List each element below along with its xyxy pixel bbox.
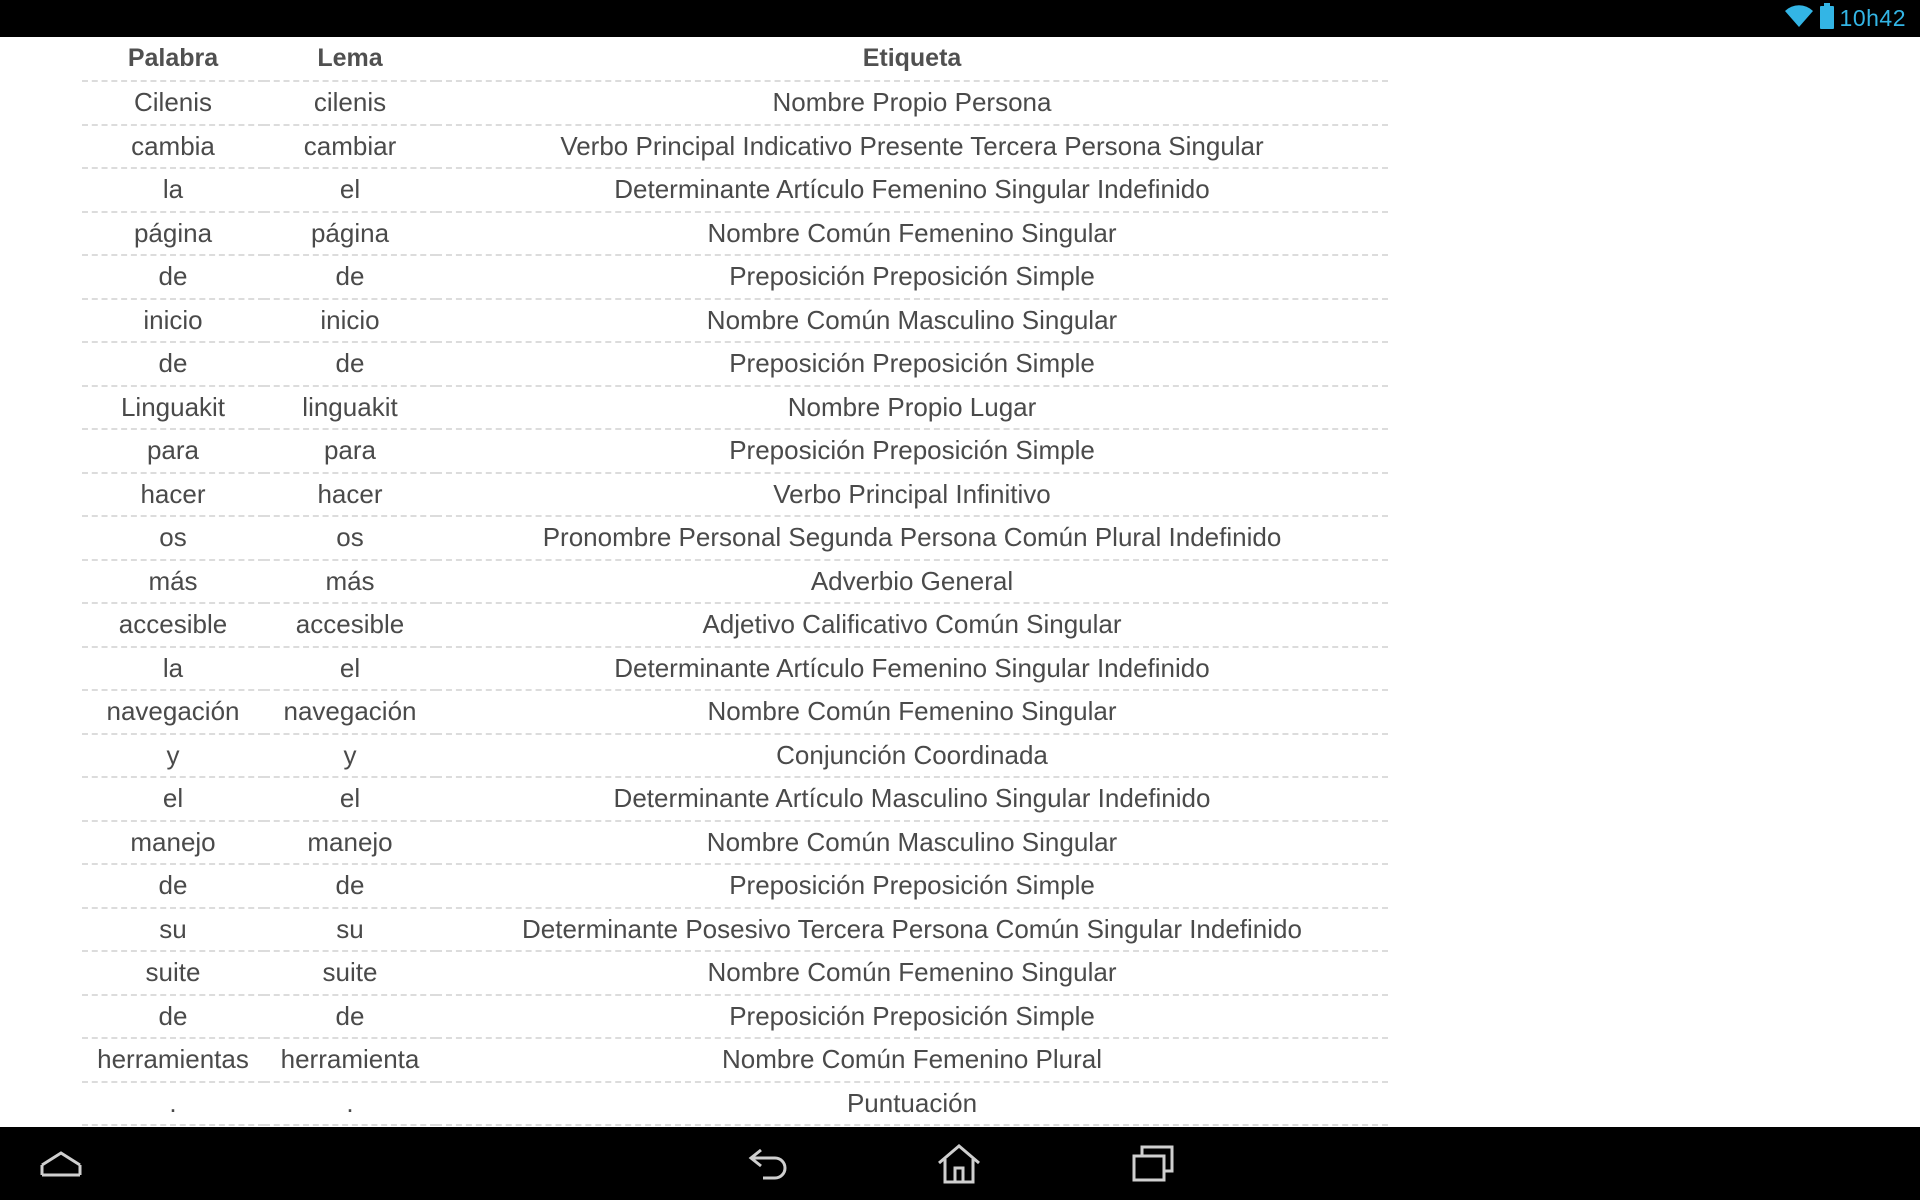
cell-lema: inicio	[264, 299, 436, 343]
cell-lema: accesible	[264, 603, 436, 647]
table-row	[82, 255, 1388, 299]
table-row	[82, 212, 1388, 256]
table-row	[82, 1038, 1388, 1082]
cell-etiqueta: Preposición Preposición Simple	[436, 342, 1388, 386]
column-header-lema: Lema	[264, 37, 436, 81]
cell-palabra: de	[82, 995, 264, 1039]
table-row	[82, 647, 1388, 691]
home-button[interactable]	[914, 1127, 1004, 1200]
pos-tag-table	[82, 37, 1388, 1126]
cell-etiqueta: Determinante Artículo Femenino Singular Indefinido	[436, 647, 1388, 691]
cell-palabra: más	[82, 560, 264, 604]
table-row	[82, 299, 1388, 343]
table-row	[82, 342, 1388, 386]
cell-palabra: herramientas	[82, 1038, 264, 1082]
cell-lema: cilenis	[264, 81, 436, 125]
cell-lema: os	[264, 516, 436, 560]
battery-icon	[1820, 3, 1834, 34]
status-bar	[0, 0, 1920, 37]
cell-etiqueta: Nombre Común Femenino Singular	[436, 212, 1388, 256]
table-row	[82, 908, 1388, 952]
column-header-palabra: Palabra	[82, 37, 264, 81]
cell-etiqueta: Conjunción Coordinada	[436, 734, 1388, 778]
cell-lema: linguakit	[264, 386, 436, 430]
cell-etiqueta: Determinante Artículo Masculino Singular Indefinido	[436, 777, 1388, 821]
cell-lema: el	[264, 168, 436, 212]
cell-palabra: página	[82, 212, 264, 256]
table-row	[82, 386, 1388, 430]
cell-lema: hacer	[264, 473, 436, 517]
cell-palabra: de	[82, 864, 264, 908]
cell-lema: de	[264, 864, 436, 908]
cell-etiqueta: Nombre Propio Persona	[436, 81, 1388, 125]
table-row	[82, 81, 1388, 125]
cell-etiqueta: Adjetivo Calificativo Común Singular	[436, 603, 1388, 647]
home-icon	[936, 1143, 982, 1185]
cell-etiqueta: Nombre Común Femenino Singular	[436, 690, 1388, 734]
navigation-bar	[0, 1127, 1920, 1200]
cell-lema: .	[264, 1082, 436, 1126]
cell-palabra: de	[82, 255, 264, 299]
cell-palabra: Cilenis	[82, 81, 264, 125]
cell-palabra: accesible	[82, 603, 264, 647]
table-row	[82, 690, 1388, 734]
cell-etiqueta: Nombre Común Femenino Plural	[436, 1038, 1388, 1082]
cell-lema: de	[264, 995, 436, 1039]
cell-palabra: y	[82, 734, 264, 778]
cell-palabra: .	[82, 1082, 264, 1126]
cell-lema: cambiar	[264, 125, 436, 169]
table-row	[82, 125, 1388, 169]
cell-lema: más	[264, 560, 436, 604]
table-row	[82, 516, 1388, 560]
cell-palabra: manejo	[82, 821, 264, 865]
content-area[interactable]	[0, 37, 1920, 1127]
cell-palabra: os	[82, 516, 264, 560]
cell-palabra: inicio	[82, 299, 264, 343]
cell-etiqueta: Nombre Común Femenino Singular	[436, 951, 1388, 995]
column-header-etiqueta: Etiqueta	[436, 37, 1388, 81]
table-row	[82, 560, 1388, 604]
back-button[interactable]	[724, 1127, 814, 1200]
wifi-icon	[1784, 4, 1814, 33]
cell-etiqueta: Preposición Preposición Simple	[436, 995, 1388, 1039]
cell-etiqueta: Verbo Principal Infinitivo	[436, 473, 1388, 517]
cell-palabra: para	[82, 429, 264, 473]
table-body	[82, 81, 1388, 1125]
status-time: 10h42	[1839, 5, 1906, 31]
cell-etiqueta: Determinante Posesivo Tercera Persona Común Singular Indefinido	[436, 908, 1388, 952]
recent-apps-button[interactable]	[1108, 1127, 1198, 1200]
cell-etiqueta: Preposición Preposición Simple	[436, 864, 1388, 908]
cell-palabra: la	[82, 168, 264, 212]
cell-etiqueta: Nombre Común Masculino Singular	[436, 821, 1388, 865]
table-row	[82, 995, 1388, 1039]
cell-palabra: navegación	[82, 690, 264, 734]
cell-lema: su	[264, 908, 436, 952]
status-icons	[1784, 0, 1906, 37]
table-row	[82, 473, 1388, 517]
cell-etiqueta: Preposición Preposición Simple	[436, 255, 1388, 299]
table-row	[82, 734, 1388, 778]
table-row	[82, 168, 1388, 212]
table-row	[82, 603, 1388, 647]
table-header-row	[82, 37, 1388, 81]
cell-palabra: suite	[82, 951, 264, 995]
cell-etiqueta: Verbo Principal Indicativo Presente Tercera Persona Singular	[436, 125, 1388, 169]
cell-palabra: hacer	[82, 473, 264, 517]
cell-etiqueta: Nombre Común Masculino Singular	[436, 299, 1388, 343]
cell-lema: y	[264, 734, 436, 778]
table-row	[82, 429, 1388, 473]
up-arrow-button[interactable]	[16, 1127, 106, 1200]
cell-lema: suite	[264, 951, 436, 995]
cell-lema: de	[264, 255, 436, 299]
cell-palabra: la	[82, 647, 264, 691]
cell-palabra: su	[82, 908, 264, 952]
cell-palabra: cambia	[82, 125, 264, 169]
cell-lema: el	[264, 647, 436, 691]
cell-palabra: Linguakit	[82, 386, 264, 430]
cell-lema: navegación	[264, 690, 436, 734]
table-row	[82, 951, 1388, 995]
cell-lema: página	[264, 212, 436, 256]
recent-apps-icon	[1130, 1144, 1176, 1184]
table-row	[82, 864, 1388, 908]
cell-etiqueta: Adverbio General	[436, 560, 1388, 604]
cell-palabra: de	[82, 342, 264, 386]
cell-lema: el	[264, 777, 436, 821]
table-row	[82, 821, 1388, 865]
cell-palabra: el	[82, 777, 264, 821]
cell-etiqueta: Preposición Preposición Simple	[436, 429, 1388, 473]
cell-etiqueta: Pronombre Personal Segunda Persona Común Plural Indefinido	[436, 516, 1388, 560]
up-arrow-icon	[39, 1149, 83, 1179]
cell-etiqueta: Puntuación	[436, 1082, 1388, 1126]
table-row	[82, 777, 1388, 821]
table-row	[82, 1082, 1388, 1126]
cell-lema: de	[264, 342, 436, 386]
cell-lema: herramienta	[264, 1038, 436, 1082]
back-icon	[747, 1144, 791, 1184]
cell-lema: para	[264, 429, 436, 473]
cell-etiqueta: Determinante Artículo Femenino Singular Indefinido	[436, 168, 1388, 212]
cell-etiqueta: Nombre Propio Lugar	[436, 386, 1388, 430]
cell-lema: manejo	[264, 821, 436, 865]
